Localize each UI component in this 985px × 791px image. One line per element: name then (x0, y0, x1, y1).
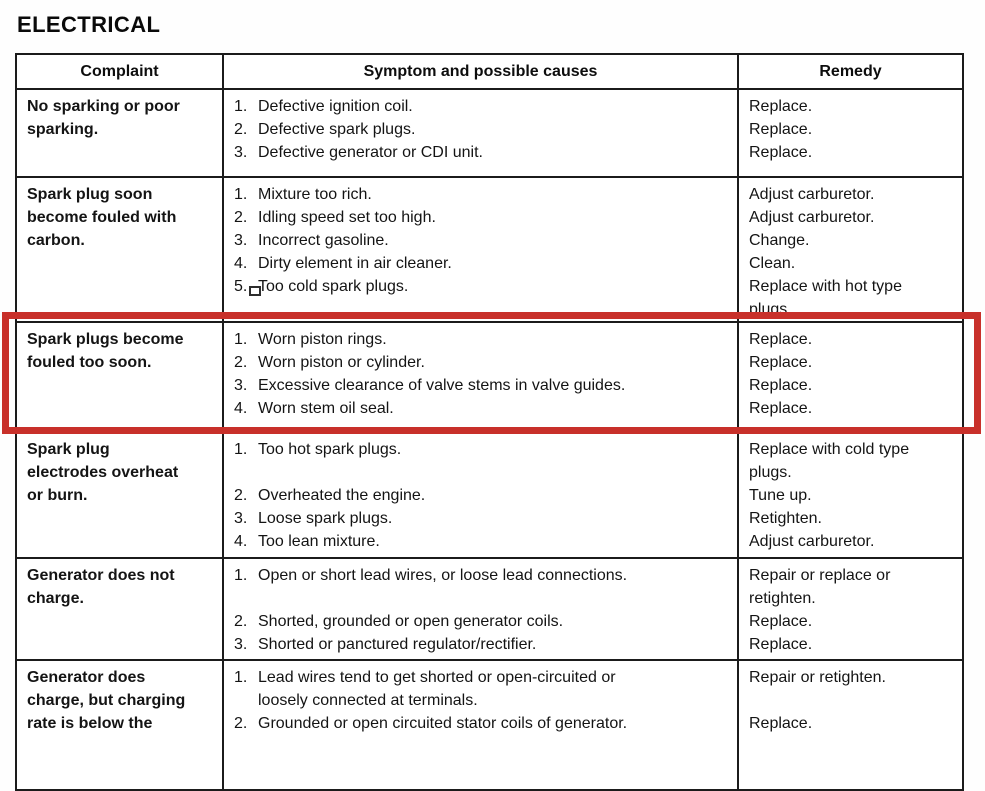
symptom-text: Incorrect gasoline. (258, 232, 389, 249)
symptom-cell (223, 177, 738, 322)
remedy-line: Replace. (749, 121, 813, 138)
complaint-line: become fouled with (27, 209, 177, 226)
symptom-number: 1. (234, 331, 248, 348)
symptom-number: 3. (234, 144, 248, 161)
symptom-cell (223, 660, 738, 790)
symptom-number: 2. (234, 715, 248, 732)
remedy-cell (738, 432, 963, 558)
remedy-line: Replace with cold type (749, 441, 910, 458)
symptom-number: 1. (234, 567, 248, 584)
symptom-number: 4. (234, 255, 248, 272)
symptom-text: Defective spark plugs. (258, 121, 416, 138)
remedy-cell (738, 89, 963, 177)
symptom-number: 3. (234, 232, 248, 249)
remedy-line: Replace. (749, 144, 813, 161)
symptom-text: Lead wires tend to get shorted or open-circuited or (258, 669, 616, 686)
header-remedy: Remedy (738, 54, 963, 89)
remedy-line: Repair or retighten. (749, 669, 886, 686)
remedy-line: Replace. (749, 354, 813, 371)
symptom-cell (223, 558, 738, 660)
table-row (16, 660, 963, 790)
remedy-line: Replace. (749, 98, 813, 115)
symptom-cell (223, 432, 738, 558)
symptom-line (234, 507, 731, 530)
complaint-line: Spark plug soon (27, 186, 153, 203)
symptom-cell (223, 322, 738, 432)
remedy-line: Replace. (749, 377, 813, 394)
blank-line (234, 461, 731, 484)
symptom-number: 2. (234, 613, 248, 630)
symptom-line (234, 229, 731, 252)
symptom-line (234, 374, 731, 397)
remedy-line: Replace. (749, 400, 813, 417)
complaint-line: rate is below the (27, 715, 153, 732)
symptom-number: 3. (234, 510, 248, 527)
symptom-text: Defective ignition coil. (258, 98, 413, 115)
remedy-line: Tune up. (749, 487, 812, 504)
remedy-line: Adjust carburetor. (749, 533, 875, 550)
symptom-number (234, 689, 258, 712)
symptom-text: Dirty element in air cleaner. (258, 255, 452, 272)
complaint-line: carbon. (27, 232, 85, 249)
symptom-line (234, 484, 731, 507)
table-row (16, 177, 963, 322)
remedy-line: Repair or replace or (749, 567, 891, 584)
symptom-line (234, 530, 731, 553)
complaint-line: electrodes overheat (27, 464, 179, 481)
complaint-line: Generator does (27, 669, 146, 686)
symptom-line (234, 95, 731, 118)
complaint-line: fouled too soon. (27, 354, 152, 371)
symptom-number: 2. (234, 121, 248, 138)
troubleshooting-table (15, 53, 964, 791)
symptom-number: 2. (234, 354, 248, 371)
symptom-text: Too lean mixture. (258, 533, 380, 550)
remedy-line: Replace. (749, 715, 813, 732)
symptom-line (234, 275, 731, 298)
symptom-cell (223, 89, 738, 177)
remedy-cell (738, 177, 963, 322)
symptom-number: 1. (234, 186, 248, 203)
symptom-text: Too hot spark plugs. (258, 441, 402, 458)
table-row (16, 558, 963, 660)
symptom-text: Grounded or open circuited stator coils of generator. (258, 715, 628, 732)
remedy-line: Replace. (749, 331, 813, 348)
symptom-number: 1. (234, 98, 248, 115)
remedy-line: Adjust carburetor. (749, 209, 875, 226)
complaint-cell (16, 322, 223, 432)
symptom-text: Idling speed set too high. (258, 209, 436, 226)
header-symptom: Symptom and possible causes (223, 54, 738, 89)
symptom-line (234, 328, 731, 351)
remedy-cell (738, 322, 963, 432)
remedy-line: Replace. (749, 613, 813, 630)
symptom-text: Excessive clearance of valve stems in valve guides. (258, 377, 626, 394)
table-row (16, 432, 963, 558)
symptom-line (234, 564, 731, 587)
symptom-number: 3. (234, 636, 248, 653)
remedy-line (749, 689, 956, 712)
symptom-number: 1. (234, 441, 248, 458)
complaint-line: No sparking or poor (27, 98, 180, 115)
symptom-number: 4. (234, 400, 248, 417)
remedy-line: retighten. (749, 590, 816, 607)
remedy-cell (738, 660, 963, 790)
remedy-cell (738, 558, 963, 660)
remedy-line: Replace with hot type (749, 278, 902, 295)
complaint-line: charge. (27, 590, 84, 607)
symptom-line (234, 438, 731, 461)
header-complaint: Complaint (16, 54, 223, 89)
symptom-text: Worn piston rings. (258, 331, 387, 348)
symptom-line (234, 397, 731, 420)
complaint-line: Spark plugs become (27, 331, 184, 348)
symptom-text: Shorted, grounded or open generator coils. (258, 613, 564, 630)
symptom-text: Worn stem oil seal. (258, 400, 394, 417)
symptom-text: Shorted or panctured regulator/rectifier. (258, 636, 537, 653)
symptom-line (234, 666, 731, 689)
complaint-line: charge, but charging (27, 692, 186, 709)
complaint-cell (16, 177, 223, 322)
symptom-line (234, 141, 731, 164)
symptom-text: Open or short lead wires, or loose lead connections. (258, 567, 628, 584)
symptom-text: Too cold spark plugs. (258, 278, 409, 295)
symptom-number: 1. (234, 669, 248, 686)
complaint-cell (16, 660, 223, 790)
complaint-line: sparking. (27, 121, 99, 138)
symptom-line (234, 206, 731, 229)
symptom-text: Defective generator or CDI unit. (258, 144, 483, 161)
remedy-line: plugs. (749, 464, 792, 481)
symptom-line (234, 712, 731, 735)
complaint-cell (16, 89, 223, 177)
symptom-text: Worn piston or cylinder. (258, 354, 425, 371)
symptom-line (234, 610, 731, 633)
remedy-line: Clean. (749, 255, 796, 272)
header-row (16, 54, 963, 89)
symptom-text: Mixture too rich. (258, 186, 372, 203)
symptom-text: Loose spark plugs. (258, 510, 393, 527)
symptom-line (234, 351, 731, 374)
symptom-line (234, 633, 731, 656)
symptom-line (234, 252, 731, 275)
symptom-line (234, 183, 731, 206)
blank-line (234, 587, 731, 610)
complaint-line: Generator does not (27, 567, 175, 584)
complaint-cell (16, 432, 223, 558)
symptom-line (234, 118, 731, 141)
remedy-line: Change. (749, 232, 810, 249)
drag-cursor-artifact (249, 286, 261, 296)
remedy-line: Retighten. (749, 510, 822, 527)
symptom-number: 2. (234, 487, 248, 504)
complaint-line: or burn. (27, 487, 88, 504)
symptom-number: 3. (234, 377, 248, 394)
symptom-number: 2. (234, 209, 248, 226)
remedy-line: plugs. (749, 301, 792, 318)
table-row-highlighted (16, 322, 963, 432)
complaint-line: Spark plug (27, 441, 110, 458)
symptom-text: loosely connected at terminals. (258, 692, 478, 709)
symptom-text: Overheated the engine. (258, 487, 426, 504)
symptom-number: 4. (234, 533, 248, 550)
symptom-line (234, 689, 731, 712)
page-title: ELECTRICAL (17, 12, 161, 37)
table-row (16, 89, 963, 177)
remedy-line: Replace. (749, 636, 813, 653)
complaint-cell (16, 558, 223, 660)
table-body (16, 89, 963, 790)
table-header (16, 54, 963, 89)
remedy-line: Adjust carburetor. (749, 186, 875, 203)
symptom-number: 5. (234, 278, 248, 295)
